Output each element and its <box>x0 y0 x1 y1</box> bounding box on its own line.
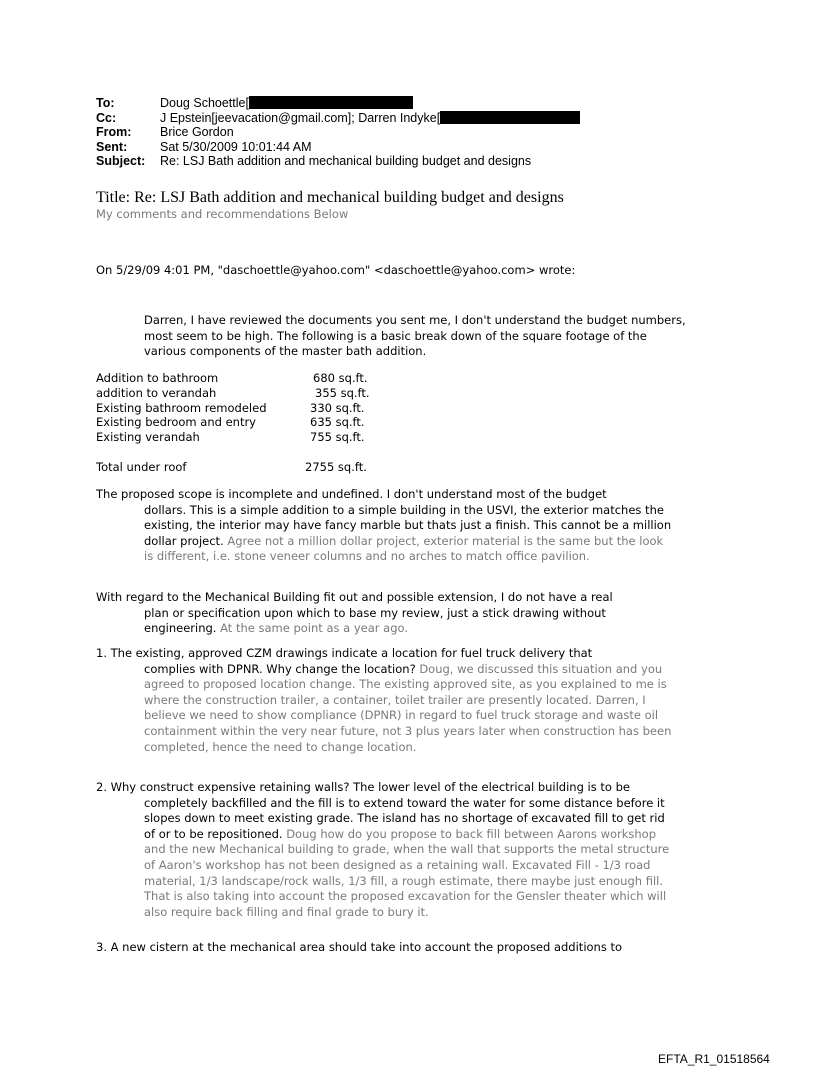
cc-value: J Epstein[jeevacation@gmail.com]; Darren Indyke[ <box>160 110 441 125</box>
item-continuation <box>96 662 674 756</box>
area-label: Existing verandah <box>96 430 200 445</box>
mech-text: plan or specification upon which to base my review, just a stick drawing without engineering. <box>144 605 606 636</box>
from-row <box>96 125 580 140</box>
area-value: 355 sq.ft. <box>315 385 370 400</box>
quoted-paragraph: Darren, I have reviewed the documents you sent me, I don't understand the budget numbers, most seem to be high. The following is a basic break down of the square footage of the various components of the master bath addition. <box>144 313 686 359</box>
item-continuation <box>96 796 674 921</box>
document-id: EFTA_R1_01518564 <box>658 1052 770 1066</box>
list-item <box>96 940 674 956</box>
table-row <box>96 401 370 416</box>
mech-comment: At the same point as a year ago. <box>220 621 408 636</box>
from-value: Brice Gordon <box>160 125 234 139</box>
mech-first-line: With regard to the Mechanical Building fit out and possible extension, I do not have a real <box>96 590 613 604</box>
item-comment: Doug, we discussed this situation and you agreed to proposed location change. The existing approved site, as you explained to me is where the construction trailer, a container, toilet trailer are presently located. Darren, I believe we need to show compliance (DPNR) in regard to fuel truck storage and waste oil containment within the very near future, not 3 plus years later when construction has been completed, hence the need to change location. <box>144 661 672 754</box>
area-value: 755 sq.ft. <box>310 430 365 445</box>
item-text: completely backfilled and the fill is to extend toward the water for some distance before it slopes down to meet existing grade. The island has no shortage of excavated fill to get rid of or to be repositioned. <box>144 795 665 841</box>
total-value: 2755 sq.ft. <box>305 459 367 474</box>
scope-paragraph <box>96 487 674 565</box>
subject-row <box>96 154 580 169</box>
item-text: complies with DPNR. Why change the location? <box>144 661 416 676</box>
sent-label: Sent: <box>96 139 128 154</box>
scope-text: dollars. This is a simple addition to a simple building in the USVI, the exterior matches the existing, the interior may have fancy marble but thats just a finish. This cannot be a million dollar project. <box>144 502 672 548</box>
to-value: Doug Schoettle[ <box>160 96 249 110</box>
redaction-bar <box>440 111 580 124</box>
scope-continuation <box>96 503 674 565</box>
area-value: 680 sq.ft. <box>313 371 368 385</box>
sent-row <box>96 140 580 155</box>
table-row <box>96 371 370 386</box>
area-table <box>96 371 370 475</box>
sent-value: Sat 5/30/2009 10:01:44 AM <box>160 139 312 154</box>
intro-comment: My comments and recommendations Below <box>96 207 349 221</box>
total-row <box>96 460 370 475</box>
scope-first-line: The proposed scope is incomplete and undefined. I don't understand most of the budget <box>96 487 607 501</box>
area-label: Addition to bathroom <box>96 371 219 385</box>
cc-label: Cc: <box>96 110 117 125</box>
message-title: Title: Re: LSJ Bath addition and mechanical building budget and designs <box>96 189 564 206</box>
cc-row <box>96 111 580 126</box>
to-row <box>96 96 580 111</box>
area-label: Existing bedroom and entry <box>96 415 256 430</box>
quote-line: On 5/29/09 4:01 PM, "daschoettle@yahoo.com" <daschoettle@yahoo.com> wrote: <box>96 263 576 277</box>
table-row <box>96 415 370 430</box>
from-label: From: <box>96 125 132 139</box>
list-item <box>96 780 674 920</box>
to-label: To: <box>96 96 115 110</box>
table-row <box>96 430 370 445</box>
item-first-line: 2. Why construct expensive retaining walls? The lower level of the electrical building is to be <box>96 780 630 794</box>
area-label: addition to verandah <box>96 385 217 400</box>
list-item <box>96 646 674 755</box>
item-comment: Doug how do you propose to back fill between Aarons workshop and the new Mechanical building to grade, when the wall that supports the metal structure of Aaron's workshop has not been designed as a retaining wall. Excavated Fill - 1/3 road material, 1/3 landscape/rock walls, 1/3 fill, a rough estimate, there maybe just enough fill. That is also taking into account the proposed excavation for the Gensler theater which will also require back filling and final grade to bury it. <box>144 826 670 919</box>
email-header <box>96 96 580 169</box>
total-label: Total under roof <box>96 459 187 474</box>
item-first-line: 3. A new cistern at the mechanical area should take into account the proposed additions to <box>96 940 623 954</box>
table-row <box>96 386 370 401</box>
subject-value: Re: LSJ Bath addition and mechanical building budget and designs <box>160 154 532 168</box>
scope-comment: Agree not a million dollar project, exterior material is the same but the look is different, i.e. stone veneer columns and no arches to match office pavilion. <box>144 533 664 564</box>
subject-label: Subject: <box>96 154 146 168</box>
mech-continuation <box>96 606 674 637</box>
item-first-line: 1. The existing, approved CZM drawings indicate a location for fuel truck delivery that <box>96 646 593 660</box>
area-label: Existing bathroom remodeled <box>96 400 267 415</box>
area-value: 330 sq.ft. <box>310 400 365 415</box>
mechanical-paragraph <box>96 590 674 637</box>
area-value: 635 sq.ft. <box>310 415 365 430</box>
redaction-bar <box>249 96 413 109</box>
